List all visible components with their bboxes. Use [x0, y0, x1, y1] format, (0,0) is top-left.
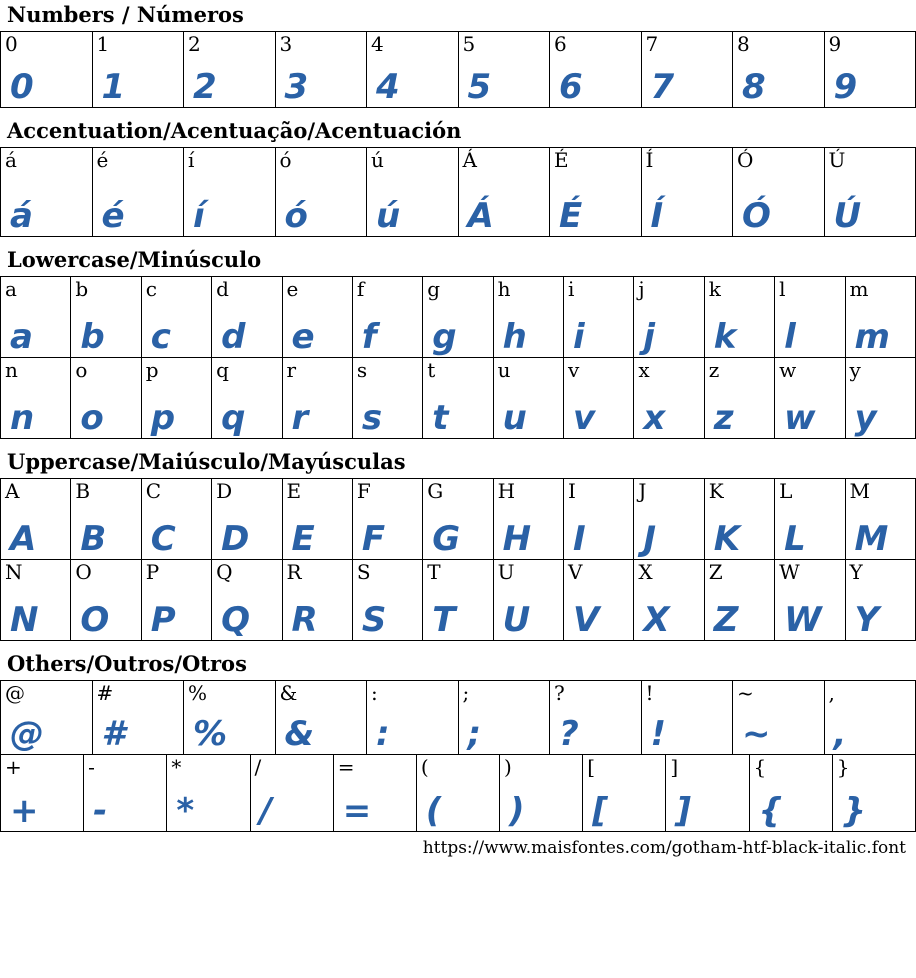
glyph-reference: J: [638, 479, 647, 504]
glyph-cell: [92, 681, 184, 755]
glyph-reference: ,: [828, 681, 835, 706]
glyph-specimen: v: [573, 398, 596, 439]
glyph-specimen: i: [573, 317, 585, 358]
glyph-cell: [282, 560, 352, 641]
glyph-row: [0, 31, 916, 108]
glyph-reference: T: [427, 560, 441, 585]
glyph-cell: [824, 32, 916, 108]
glyph-cell: [184, 681, 276, 755]
glyph-cell: [564, 277, 634, 358]
glyph-reference: i: [568, 277, 575, 302]
glyph-specimen: 5: [467, 67, 492, 108]
glyph-cell: [1, 560, 71, 641]
glyph-specimen: }: [841, 791, 866, 832]
glyph-specimen: t: [432, 398, 449, 439]
glyph-reference: O: [75, 560, 92, 585]
glyph-reference: 9: [828, 32, 842, 57]
glyph-reference: (: [420, 755, 429, 780]
glyph-specimen: É: [559, 196, 583, 237]
glyph-specimen: D: [221, 519, 250, 560]
glyph-specimen: @: [10, 714, 44, 755]
glyph-cell: [824, 681, 916, 755]
glyph-specimen: w: [784, 398, 816, 439]
glyph-cell: [1, 479, 71, 560]
glyph-reference: ]: [670, 755, 679, 780]
glyph-specimen: G: [432, 519, 461, 560]
source-url: https://www.maisfontes.com/gotham-htf-black-italic.font: [422, 838, 906, 859]
glyph-cell: [282, 479, 352, 560]
glyph-specimen: L: [784, 519, 806, 560]
glyph-specimen: c: [150, 317, 171, 358]
glyph-specimen: 1: [101, 67, 126, 108]
glyph-reference: 2: [188, 32, 201, 57]
glyph-cell: [550, 148, 642, 237]
glyph-reference: p: [145, 358, 159, 383]
glyph-reference: w: [779, 358, 797, 383]
glyph-reference: U: [497, 560, 515, 585]
glyph-cell: [84, 755, 167, 832]
glyph-reference: 7: [645, 32, 659, 57]
glyph-specimen: N: [10, 600, 39, 641]
glyph-specimen: A: [10, 519, 37, 560]
glyph-specimen: ~: [742, 714, 771, 755]
glyph-row: [0, 680, 916, 755]
glyph-reference: ú: [371, 148, 384, 173]
glyph-cell: [92, 148, 184, 237]
glyph-cell: [564, 358, 634, 439]
glyph-specimen: p: [150, 398, 176, 439]
glyph-cell: [141, 479, 211, 560]
glyph-reference: Z: [708, 560, 723, 585]
glyph-specimen: Í: [650, 196, 664, 237]
glyph-cell: [141, 560, 211, 641]
glyph-row: [0, 147, 916, 237]
glyph-reference: e: [286, 277, 299, 302]
glyph-specimen: k: [713, 317, 737, 358]
glyph-reference: y: [849, 358, 861, 383]
glyph-cell: [550, 681, 642, 755]
glyph-specimen: Q: [221, 600, 251, 641]
glyph-cell: [641, 148, 733, 237]
glyph-cell: [634, 277, 704, 358]
glyph-specimen: E: [291, 519, 315, 560]
glyph-specimen: Z: [713, 600, 739, 641]
glyph-specimen: M: [854, 519, 889, 560]
glyph-reference: N: [5, 560, 23, 585]
glyph-reference: ): [504, 755, 512, 780]
glyph-reference: g: [427, 277, 441, 302]
glyph-cell: [352, 560, 422, 641]
glyph-specimen: U: [502, 600, 531, 641]
glyph-cell: [832, 755, 915, 832]
glyph-reference: 5: [462, 32, 476, 57]
glyph-reference: K: [708, 479, 724, 504]
glyph-cell: [333, 755, 416, 832]
glyph-cell: [749, 755, 832, 832]
glyph-specimen: y: [854, 398, 877, 439]
glyph-specimen: s: [361, 398, 383, 439]
glyph-reference: r: [286, 358, 297, 383]
glyph-cell: [775, 479, 845, 560]
glyph-specimen: 3: [284, 67, 309, 108]
glyph-cell: [845, 560, 916, 641]
glyph-reference: d: [216, 277, 229, 302]
glyph-reference: C: [145, 479, 162, 504]
glyph-cell: [564, 560, 634, 641]
glyph-cell: [845, 358, 916, 439]
glyph-specimen: ó: [284, 196, 308, 237]
glyph-cell: [367, 148, 459, 237]
glyph-specimen: Ó: [742, 196, 771, 237]
glyph-reference: P: [145, 560, 160, 585]
glyph-cell: [352, 479, 422, 560]
glyph-cell: [282, 277, 352, 358]
glyph-specimen: Y: [854, 600, 880, 641]
glyph-specimen: d: [221, 317, 246, 358]
glyph-specimen: 6: [559, 67, 583, 108]
glyph-cell: [212, 277, 282, 358]
glyph-row: [0, 559, 916, 641]
glyph-specimen: q: [221, 398, 246, 439]
glyph-reference: a: [5, 277, 17, 302]
glyph-specimen: 9: [833, 67, 858, 108]
glyph-row: [0, 276, 916, 358]
glyph-cell: [1, 681, 93, 755]
glyph-specimen: R: [291, 600, 318, 641]
glyph-reference: 1: [96, 32, 110, 57]
glyph-specimen: g: [432, 317, 457, 358]
glyph-reference: S: [356, 560, 371, 585]
section-accentuation: [0, 119, 916, 237]
glyph-reference: 4: [371, 32, 384, 57]
glyph-cell: [212, 560, 282, 641]
glyph-cell: [824, 148, 916, 237]
glyph-reference: [: [587, 755, 596, 780]
glyph-specimen: V: [573, 600, 600, 641]
glyph-reference: -: [88, 755, 95, 780]
glyph-cell: [275, 681, 367, 755]
glyph-specimen: u: [502, 398, 527, 439]
glyph-reference: ;: [462, 681, 470, 706]
glyph-cell: [367, 681, 459, 755]
glyph-cell: [282, 358, 352, 439]
glyph-reference: á: [5, 148, 17, 173]
glyph-cell: [423, 479, 493, 560]
glyph-specimen: Á: [467, 196, 494, 237]
glyph-specimen: ,: [833, 714, 847, 755]
glyph-reference: Y: [849, 560, 863, 585]
glyph-reference: }: [836, 755, 850, 780]
glyph-reference: q: [216, 358, 229, 383]
glyph-reference: F: [356, 479, 371, 504]
glyph-reference: X: [638, 560, 653, 585]
section-title: Uppercase/Maiúsculo/Mayúsculas: [7, 449, 406, 475]
glyph-reference: u: [497, 358, 511, 383]
glyph-specimen: C: [150, 519, 176, 560]
glyph-cell: [493, 358, 563, 439]
glyph-cell: [493, 560, 563, 641]
glyph-specimen: B: [80, 519, 107, 560]
section-title: Others/Outros/Otros: [7, 651, 247, 677]
glyph-reference: Ú: [828, 148, 846, 173]
glyph-reference: f: [356, 277, 365, 302]
glyph-cell: [212, 479, 282, 560]
glyph-reference: c: [145, 277, 157, 302]
glyph-reference: k: [708, 277, 721, 302]
glyph-reference: x: [638, 358, 650, 383]
glyph-cell: [352, 277, 422, 358]
glyph-reference: &: [279, 681, 298, 706]
glyph-specimen: o: [80, 398, 104, 439]
glyph-reference: H: [497, 479, 516, 504]
glyph-reference: W: [779, 560, 800, 585]
glyph-cell: [733, 32, 825, 108]
glyph-specimen: h: [502, 317, 527, 358]
glyph-reference: é: [96, 148, 109, 173]
section-title: Numbers / Números: [7, 2, 244, 27]
glyph-cell: [845, 277, 916, 358]
glyph-cell: [493, 479, 563, 560]
glyph-reference: @: [5, 681, 25, 706]
glyph-cell: [250, 755, 333, 832]
glyph-reference: A: [5, 479, 20, 504]
glyph-cell: [845, 479, 916, 560]
glyph-reference: R: [286, 560, 302, 585]
glyph-reference: L: [779, 479, 793, 504]
glyph-cell: [167, 755, 250, 832]
glyph-cell: [704, 560, 774, 641]
glyph-reference: !: [645, 681, 654, 706]
glyph-cell: [1, 358, 71, 439]
glyph-specimen: X: [643, 600, 670, 641]
glyph-reference: I: [568, 479, 576, 504]
glyph-reference: 8: [737, 32, 750, 57]
glyph-reference: ó: [279, 148, 292, 173]
glyph-cell: [416, 755, 499, 832]
glyph-specimen: H: [502, 519, 532, 560]
glyph-reference: ?: [554, 681, 565, 706]
glyph-cell: [71, 277, 141, 358]
glyph-specimen: 2: [193, 67, 217, 108]
glyph-reference: ~: [737, 681, 754, 706]
glyph-reference: 3: [279, 32, 293, 57]
glyph-cell: [458, 32, 550, 108]
glyph-specimen: +: [10, 791, 39, 832]
glyph-specimen: x: [643, 398, 666, 439]
glyph-cell: [775, 277, 845, 358]
glyph-specimen: Ú: [833, 196, 862, 237]
glyph-reference: /: [254, 755, 262, 780]
glyph-specimen: ]: [675, 791, 691, 832]
glyph-reference: {: [753, 755, 767, 780]
glyph-specimen: m: [854, 317, 890, 358]
glyph-cell: [141, 358, 211, 439]
glyph-specimen: 0: [10, 67, 34, 108]
glyph-specimen: f: [361, 317, 377, 358]
glyph-reference: %: [188, 681, 208, 706]
glyph-cell: [493, 277, 563, 358]
glyph-cell: [666, 755, 749, 832]
glyph-specimen: %: [193, 714, 228, 755]
glyph-reference: Á: [462, 148, 477, 173]
glyph-specimen: [: [592, 791, 608, 832]
glyph-specimen: :: [376, 714, 390, 755]
glyph-specimen: ): [509, 791, 525, 832]
glyph-reference: h: [497, 277, 511, 302]
glyph-specimen: T: [432, 600, 456, 641]
glyph-row: [0, 357, 916, 439]
glyph-specimen: !: [650, 714, 667, 755]
glyph-cell: [704, 358, 774, 439]
glyph-specimen: ?: [559, 714, 579, 755]
glyph-cell: [733, 148, 825, 237]
glyph-reference: =: [337, 755, 355, 780]
glyph-specimen: (: [425, 791, 442, 832]
glyph-specimen: r: [291, 398, 309, 439]
glyph-reference: Q: [216, 560, 233, 585]
glyph-reference: t: [427, 358, 436, 383]
glyph-reference: D: [216, 479, 233, 504]
glyph-cell: [92, 32, 184, 108]
glyph-reference: j: [638, 277, 645, 302]
glyph-specimen: =: [342, 791, 372, 832]
glyph-specimen: -: [93, 791, 108, 832]
glyph-cell: [423, 277, 493, 358]
glyph-cell: [275, 148, 367, 237]
glyph-specimen: F: [361, 519, 386, 560]
glyph-reference: E: [286, 479, 302, 504]
glyph-cell: [704, 479, 774, 560]
glyph-specimen: 4: [376, 67, 400, 108]
glyph-cell: [1, 277, 71, 358]
glyph-reference: Í: [645, 148, 654, 173]
glyph-cell: [634, 358, 704, 439]
glyph-reference: n: [5, 358, 18, 383]
glyph-specimen: e: [291, 317, 315, 358]
glyph-reference: Ó: [737, 148, 754, 173]
section-others: [0, 652, 916, 832]
glyph-reference: :: [371, 681, 378, 706]
glyph-cell: [775, 560, 845, 641]
glyph-specimen: O: [80, 600, 110, 641]
glyph-reference: l: [779, 277, 786, 302]
glyph-specimen: á: [10, 196, 33, 237]
glyph-reference: í: [188, 148, 195, 173]
glyph-cell: [550, 32, 642, 108]
glyph-specimen: z: [713, 398, 734, 439]
glyph-specimen: *: [176, 791, 195, 832]
glyph-specimen: J: [643, 519, 657, 560]
glyph-cell: [775, 358, 845, 439]
glyph-specimen: &: [284, 714, 315, 755]
glyph-specimen: ú: [376, 196, 401, 237]
section-title: Lowercase/Minúsculo: [7, 247, 262, 273]
glyph-reference: *: [171, 755, 182, 780]
glyph-specimen: a: [10, 317, 33, 358]
glyph-cell: [704, 277, 774, 358]
glyph-reference: #: [96, 681, 114, 706]
glyph-specimen: í: [193, 196, 205, 237]
glyph-specimen: #: [101, 714, 126, 755]
glyph-specimen: 8: [742, 67, 766, 108]
glyph-cell: [641, 681, 733, 755]
glyph-cell: [367, 32, 459, 108]
glyph-cell: [641, 32, 733, 108]
glyph-reference: É: [554, 148, 569, 173]
glyph-cell: [352, 358, 422, 439]
section-uppercase: [0, 450, 916, 641]
glyph-specimen: K: [713, 519, 741, 560]
glyph-cell: [1, 755, 84, 832]
glyph-cell: [1, 32, 93, 108]
glyph-cell: [458, 148, 550, 237]
glyph-reference: v: [568, 358, 580, 383]
glyph-cell: [634, 560, 704, 641]
glyph-reference: G: [427, 479, 444, 504]
glyph-reference: 6: [554, 32, 567, 57]
font-specimen-page: [0, 3, 916, 832]
glyph-reference: +: [5, 755, 22, 780]
glyph-specimen: /: [259, 791, 272, 832]
glyph-reference: m: [849, 277, 869, 302]
glyph-cell: [564, 479, 634, 560]
glyph-specimen: S: [361, 600, 387, 641]
section-lowercase: [0, 248, 916, 439]
glyph-cell: [423, 358, 493, 439]
glyph-cell: [275, 32, 367, 108]
glyph-cell: [458, 681, 550, 755]
glyph-row: [0, 478, 916, 560]
glyph-specimen: l: [784, 317, 796, 358]
glyph-cell: [423, 560, 493, 641]
glyph-specimen: I: [573, 519, 586, 560]
glyph-specimen: {: [758, 791, 783, 832]
glyph-specimen: é: [101, 196, 125, 237]
glyph-reference: z: [708, 358, 720, 383]
glyph-cell: [141, 277, 211, 358]
glyph-row: [0, 754, 916, 832]
glyph-reference: B: [75, 479, 91, 504]
glyph-cell: [634, 479, 704, 560]
glyph-reference: M: [849, 479, 870, 504]
glyph-specimen: P: [150, 600, 176, 641]
glyph-cell: [71, 479, 141, 560]
glyph-cell: [212, 358, 282, 439]
glyph-cell: [71, 358, 141, 439]
glyph-reference: b: [75, 277, 89, 302]
glyph-reference: V: [568, 560, 583, 585]
glyph-reference: s: [356, 358, 368, 383]
glyph-specimen: b: [80, 317, 105, 358]
glyph-specimen: j: [643, 317, 656, 358]
glyph-specimen: n: [10, 398, 35, 439]
section-title: Accentuation/Acentuação/Acentuación: [7, 118, 462, 144]
glyph-cell: [71, 560, 141, 641]
glyph-specimen: ;: [467, 714, 482, 755]
glyph-cell: [733, 681, 825, 755]
glyph-cell: [184, 148, 276, 237]
glyph-specimen: 7: [650, 67, 675, 108]
glyph-reference: o: [75, 358, 88, 383]
glyph-specimen: W: [784, 600, 822, 641]
glyph-cell: [583, 755, 666, 832]
glyph-cell: [500, 755, 583, 832]
glyph-reference: 0: [5, 32, 18, 57]
section-numbers: [0, 3, 916, 108]
glyph-cell: [1, 148, 93, 237]
glyph-cell: [184, 32, 276, 108]
